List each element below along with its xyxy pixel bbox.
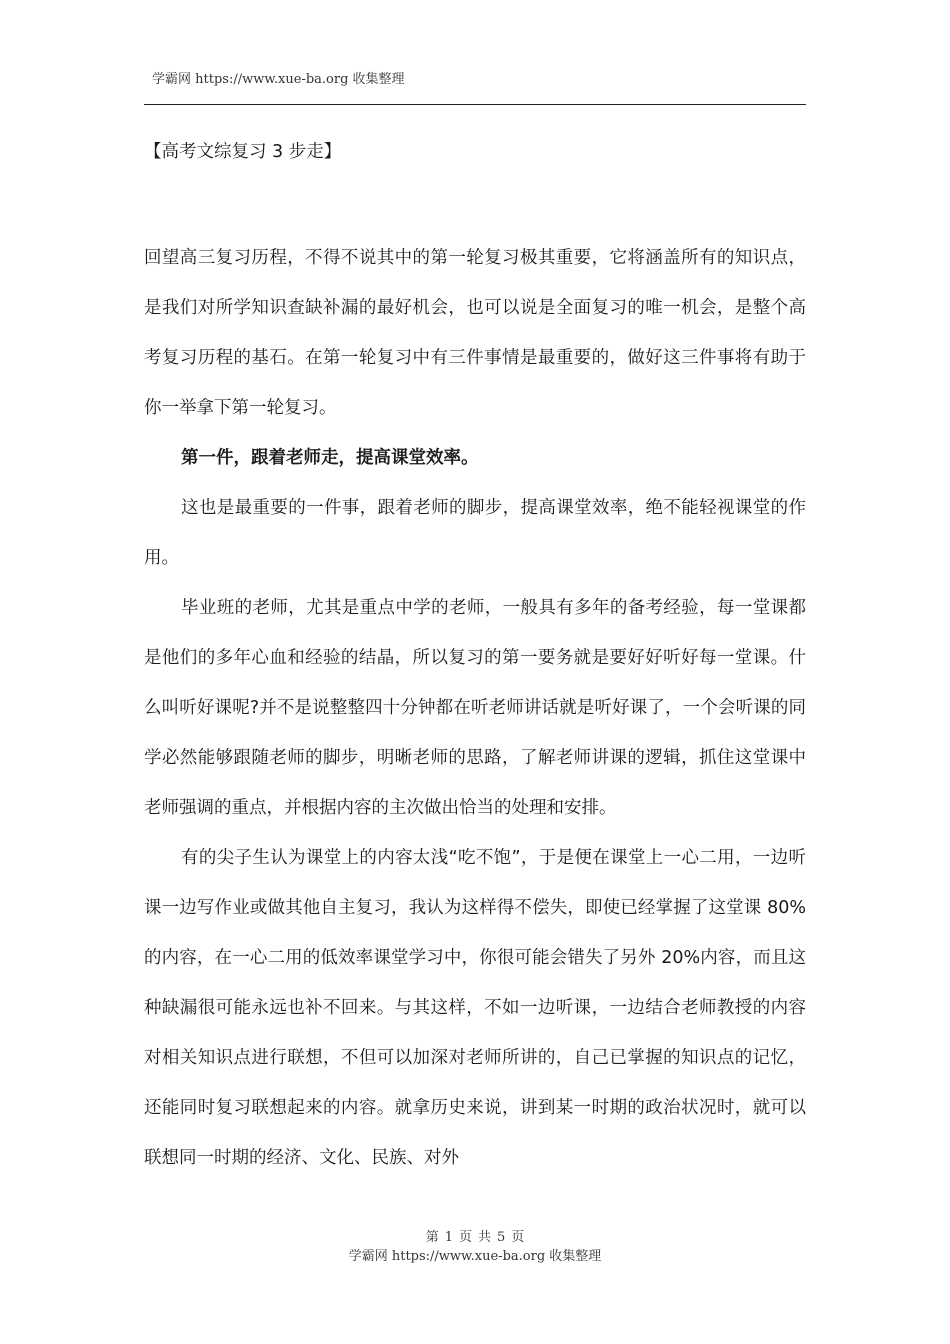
page-label-total-prefix: 共 <box>478 1230 492 1245</box>
paragraph: 有的尖子生认为课堂上的内容太浅“吃不饱”，于是便在课堂上一心二用，一边听课一边写作业或做其他自主复习，我认为这样得不偿失，即使已经掌握了这堂课 80%的内容，在一心二用的低效率课堂学习中，你很可能会错失了另外 20%内容，而且这种缺漏很可能永远也补不回来。与其这样，不如一边听课，一边结合老师教授的内容对相关知识点进行联想，不但可以加深对老师所讲的，自己已掌握的知识点的记忆，还能同时复习联想起来的内容。就拿历史来说，讲到某一时期的政治状况时，就可以联想同一时期的经济、文化、民族、对外 <box>144 848 806 1168</box>
paragraph: 这也是最重要的一件事，跟着老师的脚步，提高课堂效率，绝不能轻视课堂的作用。 <box>144 498 806 568</box>
page-header <box>152 68 405 87</box>
page-label-middle: 页 <box>458 1230 472 1245</box>
header-text: 学霸网 https://www.xue-ba.org 收集整理 <box>152 72 405 87</box>
document-title: 【高考文综复习 3 步走】 <box>144 142 342 162</box>
footer-site-text: 学霸网 https://www.xue-ba.org 收集整理 <box>348 1249 602 1264</box>
header-divider <box>144 104 806 105</box>
page-footer <box>0 1228 950 1266</box>
page-total: 5 <box>497 1230 506 1245</box>
page-label-prefix: 第 <box>425 1230 439 1245</box>
page-label-suffix: 页 <box>511 1230 525 1245</box>
paragraph: 毕业班的老师，尤其是重点中学的老师，一般具有多年的备考经验，每一堂课都是他们的多年心血和经验的结晶，所以复习的第一要务就是要好好听好每一堂课。什么叫听好课呢?并不是说整整四十分钟都在听老师讲话就是听好课了，一个会听课的同学必然能够跟随老师的脚步，明晰老师的思路，了解老师讲课的逻辑，抓住这堂课中老师强调的重点，并根据内容的主次做出恰当的处理和安排。 <box>144 598 806 818</box>
paragraph-intro: 回望高三复习历程，不得不说其中的第一轮复习极其重要，它将涵盖所有的知识点，是我们对所学知识查缺补漏的最好机会，也可以说是全面复习的唯一机会，是整个高考复习历程的基石。在第一轮复习中有三件事情是最重要的，做好这三件事将有助于你一举拿下第一轮复习。 <box>144 248 806 418</box>
section-heading-first: 第一件，跟着老师走，提高课堂效率。 <box>181 448 479 468</box>
page-number <box>0 1228 950 1247</box>
page-current: 1 <box>444 1230 453 1245</box>
document-content <box>144 140 806 1168</box>
document-body <box>144 233 806 1183</box>
